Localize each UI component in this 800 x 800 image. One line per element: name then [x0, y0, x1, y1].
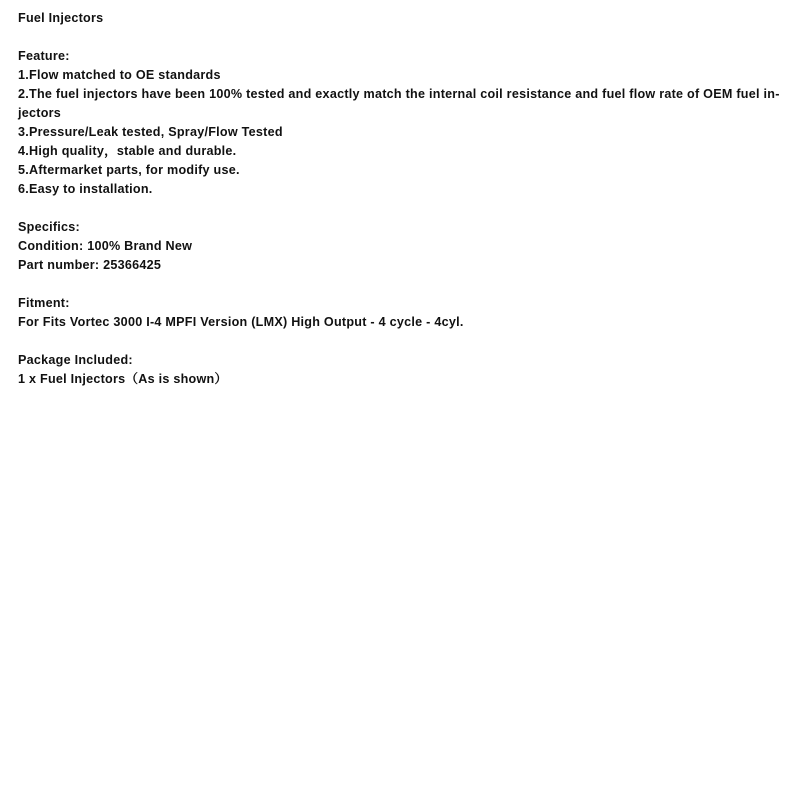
product-description — [18, 9, 788, 389]
fitment-heading: Fitment: — [18, 296, 70, 310]
feature-item: 6.Easy to installation. — [18, 182, 153, 196]
feature-item: 2.The fuel injectors have been 100% tested and exactly match the internal coil resistance and fuel flow rate of OEM fuel in- — [18, 87, 780, 101]
feature-item: 1.Flow matched to OE standards — [18, 68, 221, 82]
document-title: Fuel Injectors — [18, 11, 104, 25]
spacer — [18, 275, 788, 294]
feature-item: 5.Aftermarket parts, for modify use. — [18, 163, 240, 177]
package-text: 1 x Fuel Injectors（As is shown） — [18, 372, 228, 386]
fitment-text: For Fits Vortec 3000 I-4 MPFI Version (LMX) High Output - 4 cycle - 4cyl. — [18, 315, 464, 329]
condition-text: Condition: 100% Brand New — [18, 239, 193, 253]
spacer — [18, 199, 788, 218]
part-number-text: Part number: 25366425 — [18, 258, 162, 272]
package-heading: Package Included: — [18, 353, 133, 367]
feature-heading: Feature: — [18, 49, 70, 63]
spacer — [18, 332, 788, 351]
spacer — [18, 28, 788, 47]
feature-item: 4.High quality，stable and durable. — [18, 144, 237, 158]
feature-item: 3.Pressure/Leak tested, Spray/Flow Tested — [18, 125, 283, 139]
specifics-heading: Specifics: — [18, 220, 80, 234]
feature-item: jectors — [18, 106, 62, 120]
